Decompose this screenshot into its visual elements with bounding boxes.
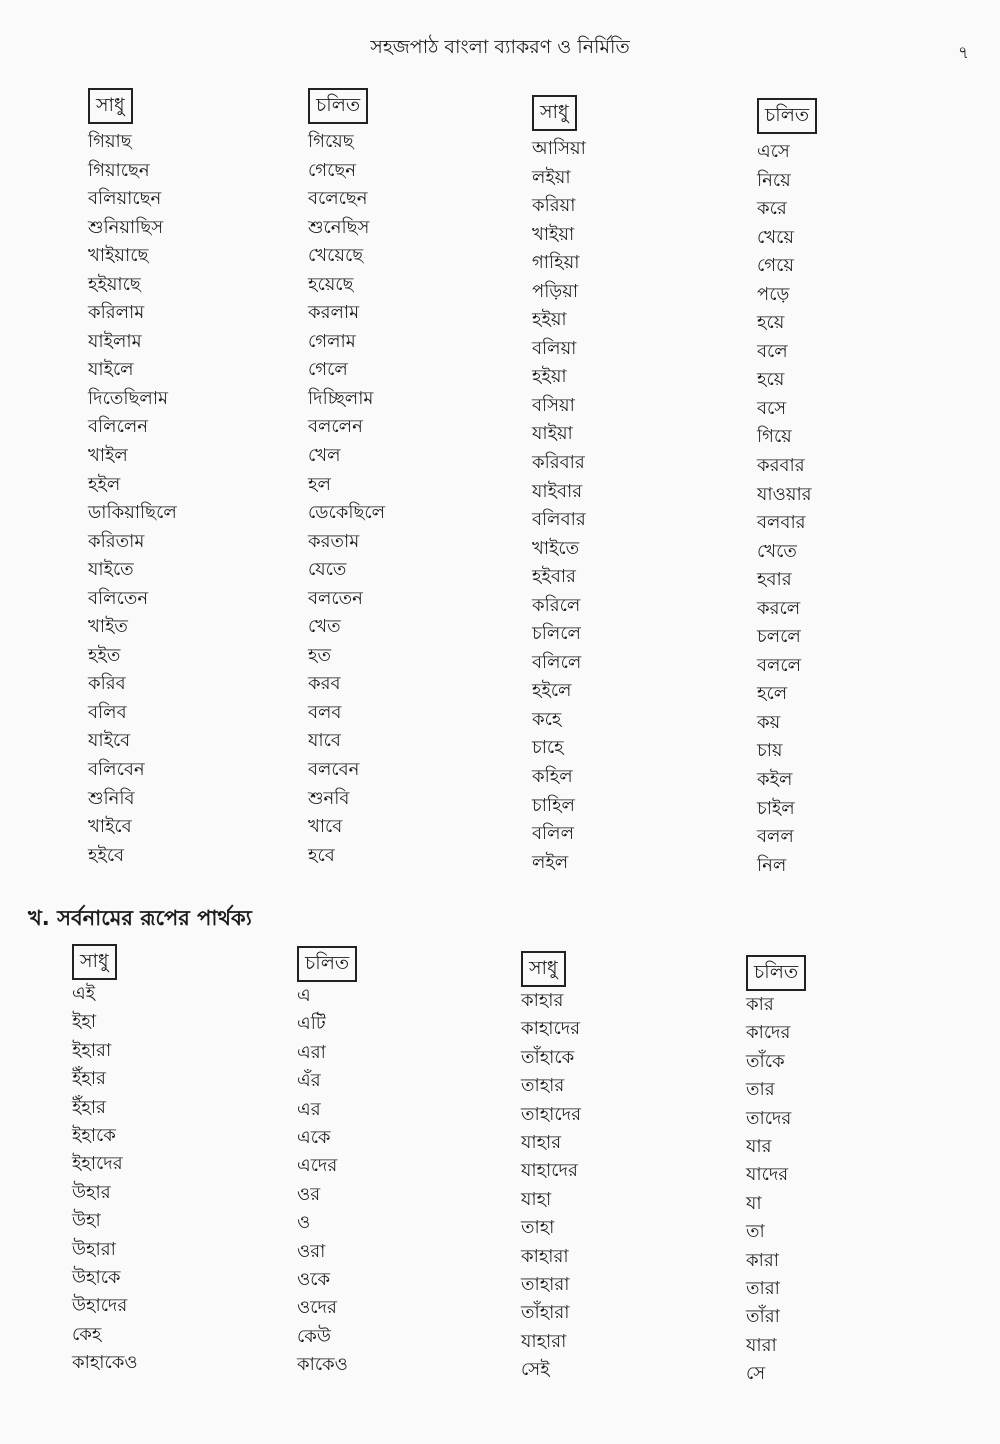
word-entry: তাঁকে (746, 1050, 785, 1072)
word-entry: তাহাদের (521, 1103, 581, 1125)
word-entry: উহাকে (72, 1267, 121, 1289)
word-entry: কাহার (521, 990, 564, 1011)
column-heading: চলিত (746, 955, 806, 991)
word-entry: হলে (757, 683, 788, 705)
word-entry: করিলাম (88, 302, 145, 324)
word-entry: যারা (746, 1334, 777, 1356)
word-entry: শুনিয়াছিস (88, 216, 164, 238)
word-entry: কেহ (72, 1323, 102, 1345)
word-entry: তাঁহাকে (521, 1046, 575, 1068)
word-entry: ওকে (297, 1269, 331, 1291)
word-entry: করিলে (532, 594, 581, 616)
word-entry: সেই (521, 1359, 550, 1381)
word-entry: বসিয়া (532, 394, 575, 416)
word-entry: চাহে (532, 737, 564, 759)
word-entry: হল (308, 473, 331, 495)
word-entry: হইবার (532, 566, 576, 588)
word-entry: এরা (297, 1041, 326, 1063)
word-entry: করিবার (532, 452, 585, 474)
table2-col-sadhu-2 (521, 951, 581, 1385)
word-entry: বলে (757, 340, 788, 362)
word-entry: এ (297, 985, 311, 1006)
word-entry: করিয়া (532, 195, 576, 217)
word-entry: যাইবে (88, 730, 131, 752)
word-entry: যেতে (308, 559, 347, 581)
word-entry: করলাম (308, 302, 360, 324)
word-entry: যাইলাম (88, 330, 142, 352)
word-entry: এঁর (297, 1070, 321, 1092)
table2-col-sadhu-1 (72, 944, 138, 1378)
column-heading: সাধু (88, 88, 133, 124)
word-entry: পড়ে (757, 283, 790, 305)
word-list (521, 987, 581, 1385)
column-heading: চলিত (297, 946, 357, 982)
word-entry: শুনিবি (88, 787, 135, 809)
word-entry: বলিলেন (88, 416, 148, 438)
word-entry: করিব (88, 673, 126, 695)
word-entry: চায় (757, 740, 783, 762)
word-entry: খাইবে (88, 816, 132, 838)
word-entry: কাদের (746, 1022, 791, 1044)
word-entry: হইয়াছে (88, 273, 141, 295)
word-entry: বসে (757, 397, 787, 419)
word-entry: গিয়াছ (88, 131, 132, 152)
word-entry: চলিলে (532, 623, 581, 645)
word-entry: বলিব (88, 701, 127, 723)
word-list (746, 991, 806, 1389)
word-entry: যা (746, 1192, 762, 1214)
word-list (308, 128, 385, 870)
word-entry: যাহা (521, 1188, 552, 1210)
word-list (72, 980, 138, 1378)
word-entry: খাবে (308, 816, 343, 838)
word-entry: তাহার (521, 1075, 565, 1097)
word-entry: কার (746, 994, 774, 1015)
word-entry: গেলে (308, 359, 348, 381)
word-entry: করবার (757, 455, 805, 477)
word-entry: সে (746, 1363, 766, 1385)
word-entry: কাহারা (521, 1245, 569, 1267)
word-entry: চললে (757, 626, 801, 648)
word-entry: বলিয়া (532, 337, 577, 359)
word-entry: লইল (532, 851, 569, 873)
word-entry: তারা (746, 1278, 780, 1300)
word-entry: চাহিল (532, 794, 575, 816)
word-entry: চাইল (757, 797, 795, 819)
word-entry: বলল (757, 826, 794, 848)
word-entry: তার (746, 1079, 775, 1101)
word-entry: কয় (757, 711, 781, 733)
word-entry: হইত (88, 644, 121, 666)
word-entry: গেছেন (308, 159, 356, 181)
word-entry: গিয়াছেন (88, 159, 150, 181)
word-entry: খেতে (757, 540, 797, 562)
word-entry: বলেছেন (308, 188, 368, 210)
table2-col-cholito-1 (297, 946, 357, 1380)
word-entry: কহে (532, 708, 562, 730)
word-entry: কেউ (297, 1325, 331, 1347)
word-entry: যাহারা (521, 1330, 567, 1352)
word-entry: উহা (72, 1210, 101, 1232)
word-entry: যাওয়ার (757, 483, 812, 505)
word-entry: কারা (746, 1249, 779, 1271)
word-entry: তা (746, 1221, 765, 1243)
word-entry: বলতেন (308, 587, 363, 609)
word-entry: বলবার (757, 512, 806, 534)
word-entry: ইহাকে (72, 1125, 116, 1147)
word-list (88, 128, 177, 870)
word-entry: ইঁহার (72, 1096, 106, 1118)
word-entry: তাঁরা (746, 1306, 780, 1328)
word-entry: খাইল (88, 445, 128, 467)
word-entry: করিতাম (88, 530, 145, 552)
word-entry: এদের (297, 1155, 338, 1177)
table1-col-cholito-2 (757, 98, 817, 880)
word-entry: এই (72, 983, 96, 1004)
word-entry: গাহিয়া (532, 252, 580, 274)
word-entry: খাইয়াছে (88, 245, 149, 267)
word-entry: ইহারা (72, 1039, 112, 1061)
word-list (757, 138, 817, 880)
word-entry: গেলাম (308, 330, 356, 352)
word-entry: করতাম (308, 530, 360, 552)
word-entry: বলিবেন (88, 759, 145, 781)
running-head: সহজপাঠ বাংলা ব্যাকরণ ও নির্মিতি (370, 36, 630, 58)
word-entry: নিয়ে (757, 169, 791, 191)
word-entry: খেয়েছে (308, 245, 364, 267)
word-entry: বলবেন (308, 759, 360, 781)
word-entry: উহাদের (72, 1295, 128, 1317)
word-entry: তাঁহারা (521, 1302, 570, 1324)
word-entry: ইঁহার (72, 1068, 106, 1090)
word-entry: খেল (308, 445, 341, 467)
word-list (532, 135, 586, 877)
word-entry: এটি (297, 1013, 326, 1035)
word-entry: কাহাকেও (72, 1352, 138, 1374)
word-entry: কাকেও (297, 1354, 348, 1376)
column-heading: সাধু (521, 951, 566, 987)
word-entry: তাদের (746, 1107, 792, 1129)
word-entry: পড়িয়া (532, 280, 579, 302)
word-entry: শুনেছিস (308, 216, 370, 238)
word-entry: খেত (308, 616, 341, 638)
word-entry: হয়েছে (308, 273, 354, 295)
section-heading: খ. সর্বনামের রূপের পার্থক্য (28, 906, 252, 930)
word-entry: বলিল (532, 823, 574, 845)
word-entry: ডাকিয়াছিলে (88, 502, 177, 524)
word-entry: ডেকেছিলে (308, 502, 386, 524)
word-entry: যাহাদের (521, 1160, 578, 1182)
word-entry: গিয়েছ (308, 131, 354, 152)
word-entry: ওদের (297, 1297, 337, 1319)
word-entry: খাইতে (532, 537, 580, 559)
column-heading: সাধু (532, 95, 577, 131)
word-entry: হয়ে (757, 369, 785, 391)
word-entry: হয়ে (757, 312, 785, 334)
word-entry: আসিয়া (532, 138, 586, 159)
word-entry: বলিবার (532, 509, 586, 531)
table2-col-cholito-2 (746, 955, 806, 1389)
word-entry: শুনবি (308, 787, 350, 809)
word-entry: হবে (308, 844, 335, 866)
word-entry: ওরা (297, 1240, 326, 1262)
word-entry: ও (297, 1212, 311, 1234)
word-entry: ইহা (72, 1011, 97, 1033)
table1-col-sadhu-2 (532, 95, 586, 877)
word-entry: এর (297, 1098, 321, 1120)
word-entry: ওর (297, 1183, 321, 1205)
word-entry: বললে (757, 654, 802, 676)
word-entry: হইলে (532, 680, 572, 702)
word-entry: এসে (757, 141, 790, 162)
word-entry: দিচ্ছিলাম (308, 387, 374, 409)
word-entry: হবার (757, 569, 792, 591)
word-entry: খেয়ে (757, 226, 794, 248)
word-entry: খাইয়া (532, 223, 575, 245)
word-entry: হইয়া (532, 309, 567, 331)
word-entry: কহিল (532, 766, 573, 788)
word-entry: হইবে (88, 844, 125, 866)
table1-col-cholito-1 (308, 88, 385, 870)
word-entry: যার (746, 1136, 772, 1158)
word-entry: যাদের (746, 1164, 789, 1186)
word-entry: হত (308, 644, 331, 666)
word-entry: বলিয়াছেন (88, 188, 162, 210)
word-entry: তাহারা (521, 1274, 570, 1296)
word-entry: করব (308, 673, 341, 695)
word-entry: তাহা (521, 1217, 555, 1239)
word-entry: বলিলে (532, 651, 582, 673)
word-entry: ইহাদের (72, 1153, 123, 1175)
word-entry: গিয়ে (757, 426, 792, 448)
word-entry: করলে (757, 597, 801, 619)
column-heading: চলিত (308, 88, 368, 124)
word-entry: বললেন (308, 416, 363, 438)
word-entry: যাবে (308, 730, 341, 752)
word-entry: উহার (72, 1181, 111, 1203)
word-entry: নিল (757, 854, 787, 876)
word-entry: হইল (88, 473, 121, 495)
column-heading: চলিত (757, 98, 817, 134)
word-entry: কইল (757, 769, 793, 791)
word-entry: গেয়ে (757, 255, 794, 277)
word-entry: যাইবার (532, 480, 583, 502)
word-list (297, 982, 357, 1380)
word-entry: যাহার (521, 1132, 562, 1154)
word-entry: কাহাদের (521, 1018, 581, 1040)
page-number: ৭ (958, 43, 970, 63)
column-heading: সাধু (72, 944, 117, 980)
word-entry: হইয়া (532, 366, 567, 388)
table1-col-sadhu-1 (88, 88, 177, 870)
word-entry: বলিতেন (88, 587, 149, 609)
word-entry: যাইয়া (532, 423, 573, 445)
word-entry: বলব (308, 701, 342, 723)
word-entry: খাইত (88, 616, 128, 638)
word-entry: লইয়া (532, 166, 571, 188)
word-entry: উহারা (72, 1238, 116, 1260)
word-entry: যাইতে (88, 559, 134, 581)
word-entry: দিতেছিলাম (88, 387, 169, 409)
word-entry: যাইলে (88, 359, 134, 381)
word-entry: একে (297, 1127, 331, 1149)
word-entry: করে (757, 198, 787, 220)
